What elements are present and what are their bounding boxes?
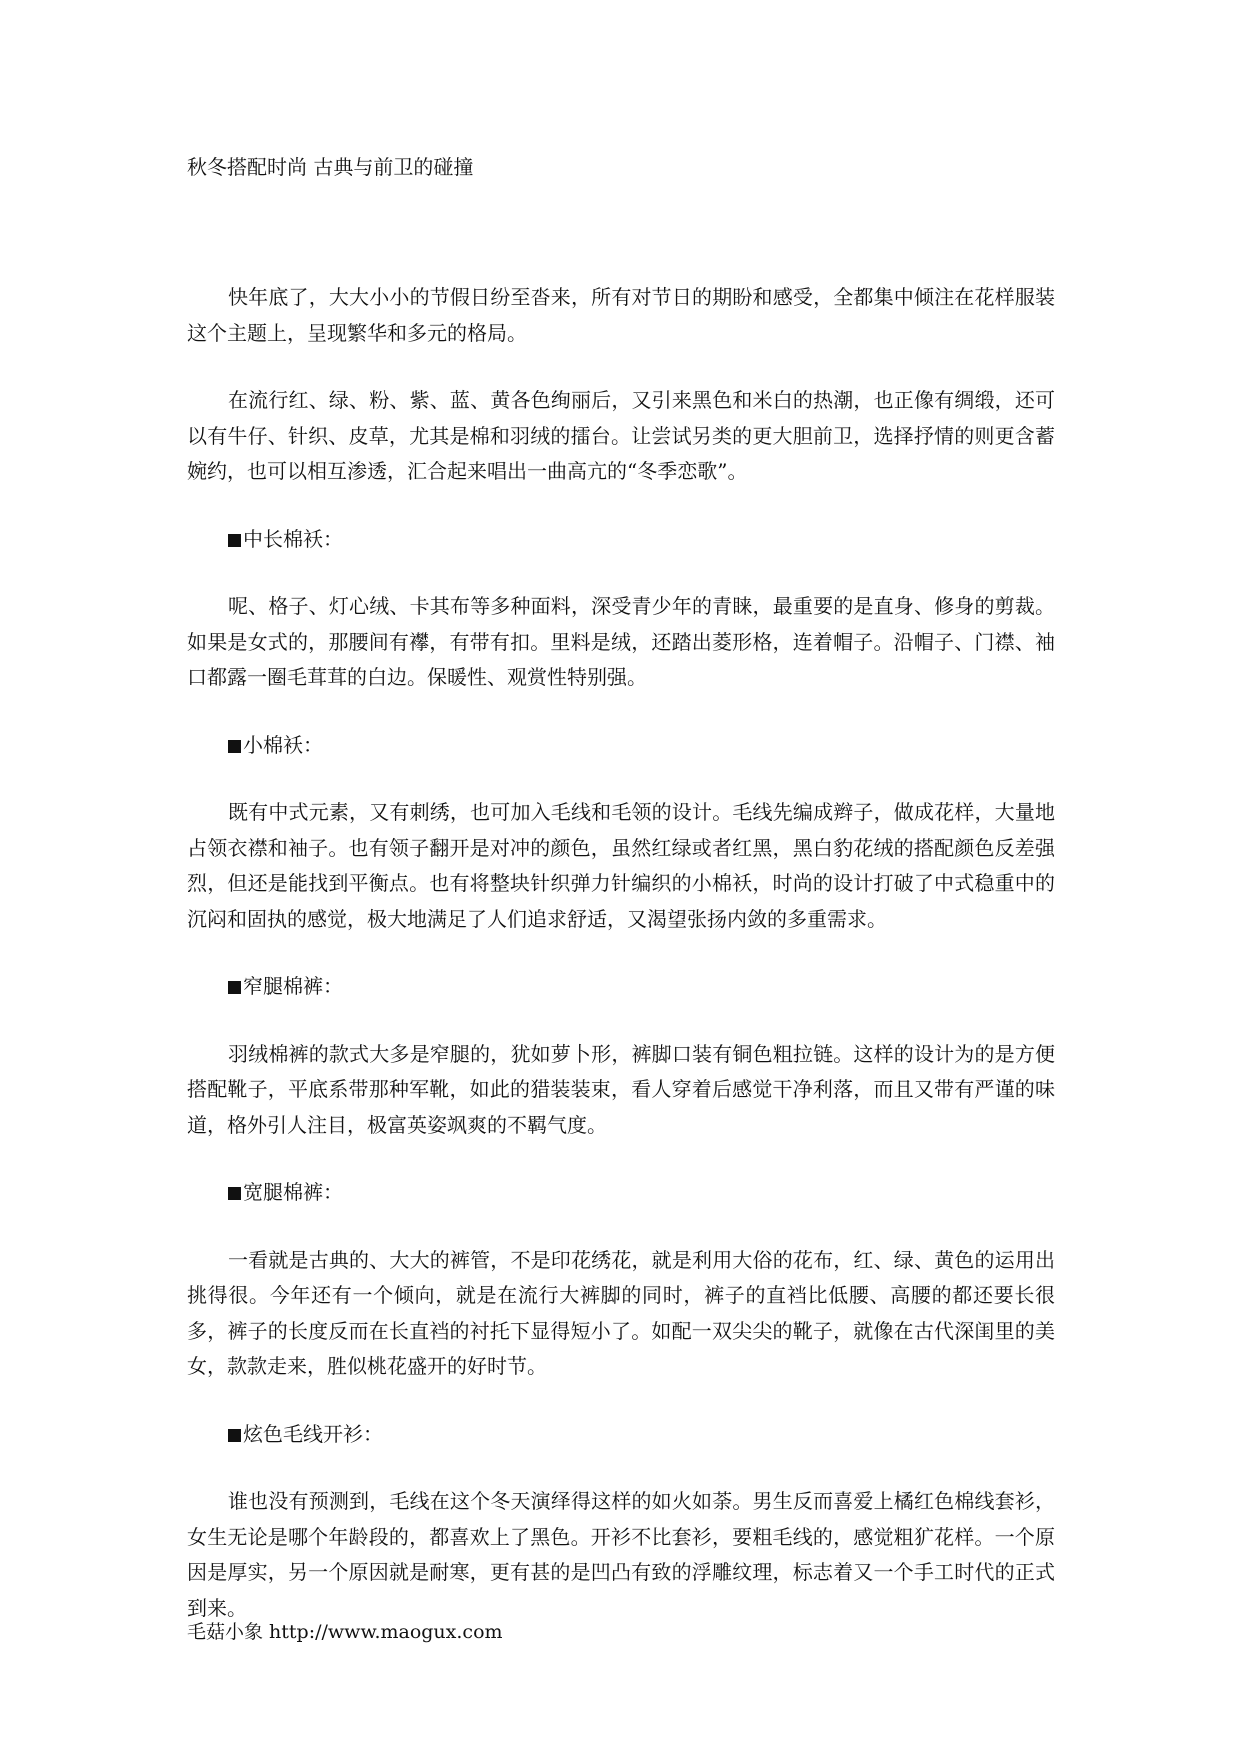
section-heading-wide-leg-pants xyxy=(187,1175,1055,1211)
section-paragraph-long-cotton-jacket: 呢、格子、灯心绒、卡其布等多种面料，深受青少年的青睐，最重要的是直身、修身的剪裁。如果是女式的，那腰间有襻，有带有扣。里料是绒，还踏出菱形格，连着帽子。沿帽子、门襟、袖口都露一圈毛茸茸的白边。保暖性、观赏性特别强。 xyxy=(187,594,1055,689)
section-paragraph-narrow-leg-pants: 羽绒棉裤的款式大多是窄腿的，犹如萝卜形，裤脚口装有铜色粗拉链。这样的设计为的是方便搭配靴子，平底系带那种军靴，如此的猎装装束，看人穿着后感觉干净利落，而且又带有严谨的味道，格外引人注目，极富英姿飒爽的不羁气度。 xyxy=(187,1041,1055,1137)
intro-paragraph-1: 快年底了，大大小小的节假日纷至沓来，所有对节日的期盼和感受，全都集中倾注在花样服装这个主题上，呈现繁华和多元的格局。 xyxy=(187,285,1055,345)
section-heading-knit-cardigan xyxy=(187,1417,1055,1453)
black-square-icon xyxy=(228,981,241,994)
document-body xyxy=(187,280,1055,1658)
section-paragraph-small-cotton-jacket: 既有中式元素，又有刺绣，也可加入毛线和毛领的设计。毛线先编成辫子，做成花样，大量地占领衣襟和袖子。也有领子翻开是对冲的颜色，虽然红绿或者红黑，黑白豹花绒的搭配颜色反差强烈，但还是能找到平衡点。也有将整块针织弹力针编织的小棉袄，时尚的设计打破了中式稳重中的沉闷和固执的感觉，极大地满足了人们追求舒适，又渴望张扬内敛的多重需求。 xyxy=(187,800,1055,931)
section-paragraph-wide-leg-pants: 一看就是古典的、大大的裤管，不是印花绣花，就是利用大俗的花布，红、绿、黄色的运用出挑得很。今年还有一个倾向，就是在流行大裤脚的同时，裤子的直裆比低腰、高腰的都还要长很多，裤子的长度反而在长直裆的衬托下显得短小了。如配一双尖尖的靴子，就像在古代深闺里的美女，款款走来，胜似桃花盛开的好时节。 xyxy=(187,1247,1055,1378)
section-heading-small-cotton-jacket xyxy=(187,728,1055,764)
document-title: 秋冬搭配时尚 古典与前卫的碰撞 xyxy=(187,155,474,179)
black-square-icon xyxy=(228,1429,241,1442)
section-heading-text: 中长棉袄： xyxy=(243,526,343,551)
section-heading-text: 小棉袄： xyxy=(243,732,323,757)
black-square-icon xyxy=(228,534,241,547)
black-square-icon xyxy=(228,1187,241,1200)
footer-source-link: 毛菇小象 http://www.maogux.com xyxy=(187,1621,503,1643)
section-heading-text: 窄腿棉裤： xyxy=(243,974,343,998)
intro-paragraph-2: 在流行红、绿、粉、紫、蓝、黄各色绚丽后，又引来黑色和米白的热潮，也正像有绸缎，还可以有牛仔、针织、皮草，尤其是棉和羽绒的擂台。让尝试另类的更大胆前卫，选择抒情的则更含蓄婉约，也可以相互渗透，汇合起来唱出一曲高亢的“冬季恋歌”。 xyxy=(187,388,1055,483)
section-heading-long-cotton-jacket xyxy=(187,522,1055,558)
section-heading-text: 炫色毛线开衫： xyxy=(243,1421,383,1446)
black-square-icon xyxy=(228,740,241,753)
section-heading-text: 宽腿棉裤： xyxy=(243,1180,343,1204)
section-heading-narrow-leg-pants xyxy=(187,969,1055,1005)
section-paragraph-knit-cardigan: 谁也没有预测到，毛线在这个冬天演绎得这样的如火如荼。男生反而喜爱上橘红色棉线套衫，女生无论是哪个年龄段的，都喜欢上了黑色。开衫不比套衫，要粗毛线的，感觉粗犷花样。一个原因是厚实，另一个原因就是耐寒，更有甚的是凹凸有致的浮雕纹理，标志着又一个手工时代的正式到来。 xyxy=(187,1489,1055,1620)
